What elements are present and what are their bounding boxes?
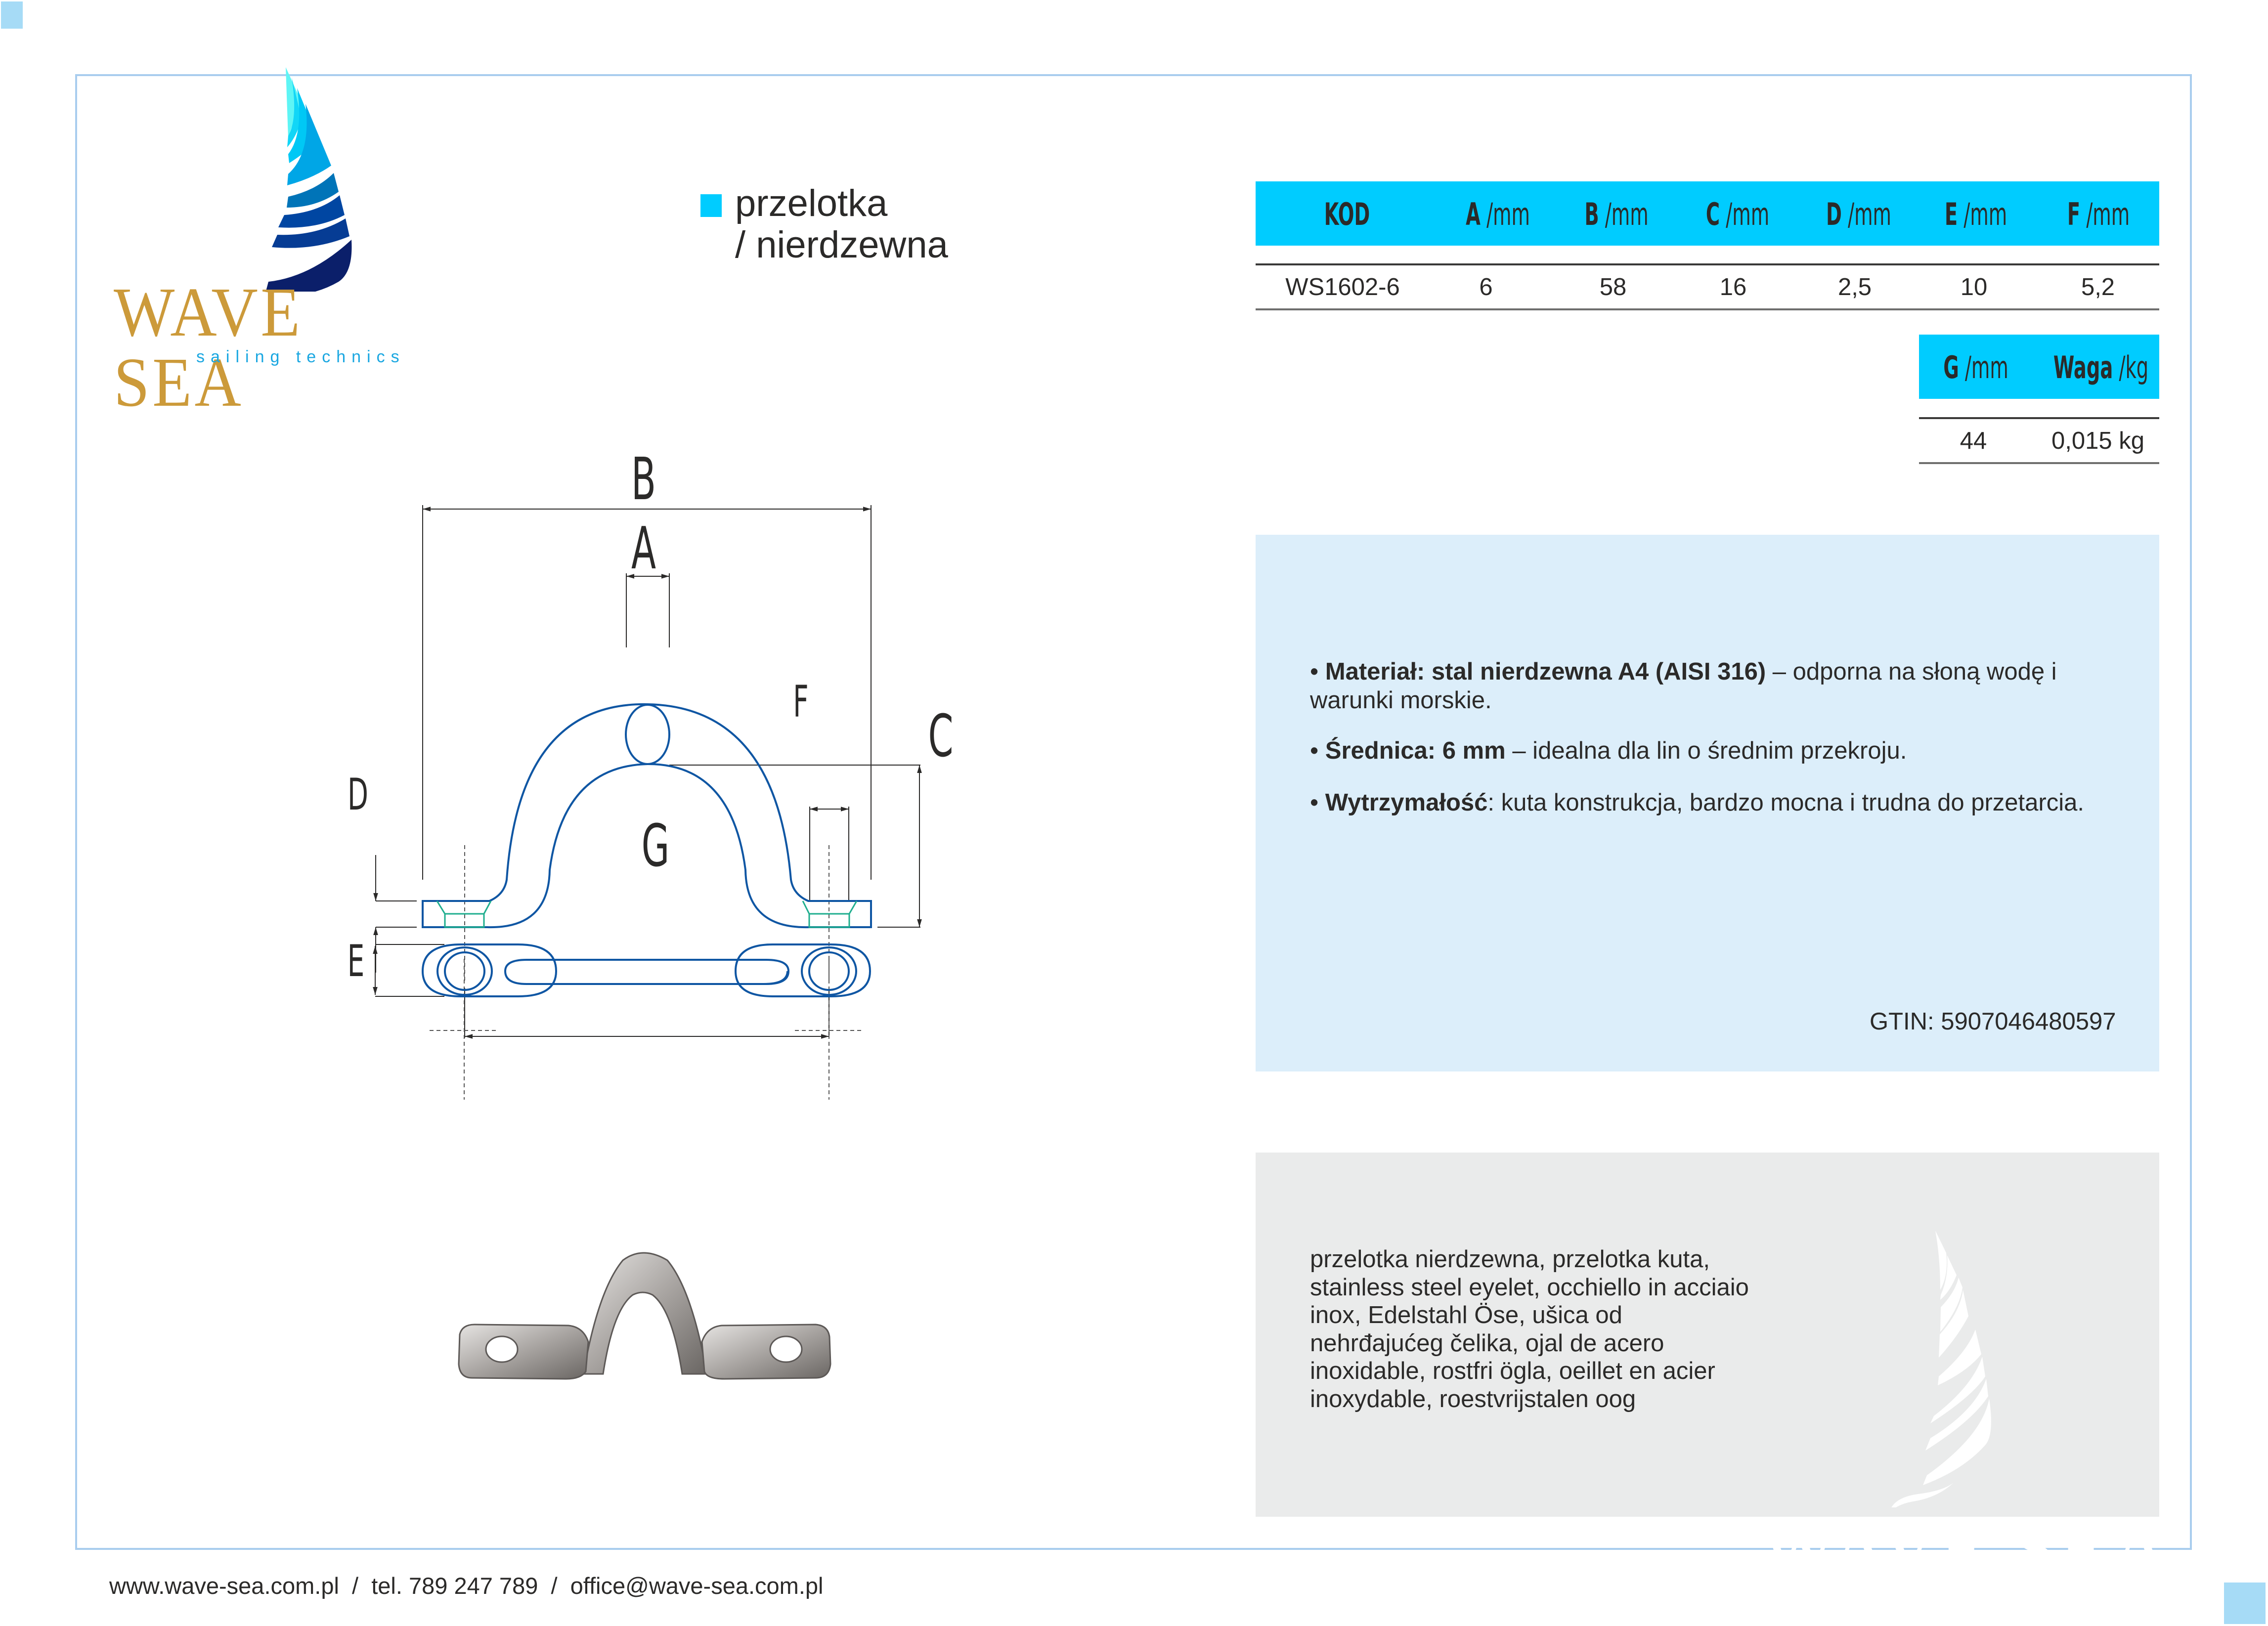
header-letter: F (2067, 196, 2081, 232)
dim-label-c: C (928, 702, 954, 770)
header-unit: /mm (1841, 196, 1891, 232)
spec-table-cell: 5,2 (2081, 274, 2115, 300)
dim-label-a: A (631, 514, 656, 583)
corner-square-top-left (1, 1, 23, 29)
watermark-sail-icon (1888, 1228, 2007, 1507)
spec-table-header-f (2006, 196, 2190, 232)
header-unit: /mm (1959, 349, 2008, 385)
watermark-text: WAVE SEA (1761, 1498, 2170, 1601)
spec-table2-bottom-rule (1919, 462, 2159, 464)
header-unit: /mm (1480, 196, 1530, 232)
dim-label-g: G (641, 812, 670, 880)
product-title (735, 183, 948, 266)
dim-label-f: F (793, 677, 809, 727)
feature-diameter: • Średnica: 6 mm – idealna dla lin o średnim przekroju. (1310, 737, 1907, 764)
brand-logo-text: WAVE SEA (114, 273, 303, 421)
feature-label: Średnica: 6 mm (1325, 737, 1506, 764)
product-photo (435, 1216, 850, 1394)
dim-label-d: D (347, 770, 369, 820)
spec-table-cell: 10 (1960, 274, 1988, 300)
feature-label: Wytrzymałość (1325, 789, 1488, 816)
header-unit: /kg (2113, 349, 2149, 385)
spec-table-cell: 16 (1719, 274, 1747, 300)
header-letter: Waga (2053, 349, 2113, 385)
product-title-line2: / nierdzewna (735, 224, 948, 266)
header-letter: E (1944, 196, 1958, 232)
spec-table-bottom-rule (1256, 308, 2159, 310)
title-bullet-square (700, 194, 722, 217)
spec-table2-cell: 44 (1960, 428, 1987, 454)
header-unit: /mm (1720, 196, 1770, 232)
header-letter: A (1466, 196, 1481, 232)
feature-text: – idealna dla lin o średnim przekroju. (1505, 737, 1907, 764)
feature-text: : kuta konstrukcja, bardzo mocna i trudna do przetarcia. (1487, 789, 2084, 816)
header-unit: /mm (1599, 196, 1649, 232)
spec-table-divider (1256, 263, 2159, 265)
spec-table-cell: WS1602-6 (1285, 274, 1400, 300)
feature-label: Materiał: stal nierdzewna A4 (AISI 316) (1325, 658, 1766, 685)
spec-table2-cell: 0,015 kg (2051, 428, 2144, 454)
spec-table-cell: 6 (1479, 274, 1493, 300)
header-letter: G (1943, 349, 1959, 385)
spec-table-cell: 2,5 (1837, 274, 1872, 300)
dim-label-b: B (631, 445, 656, 513)
spec-table-cell: 58 (1599, 274, 1627, 300)
corner-square-bottom-right (2224, 1583, 2266, 1624)
gtin-code: GTIN: 5907046480597 (1870, 1008, 2116, 1035)
spec-table2-header-waga (2009, 349, 2193, 385)
keywords-text: przelotka nierdzewna, przelotka kuta, stainless steel eyelet, occhiello in acciaio inox, Edelstahl Öse, ušica od nehrđajućeg čelika, ojal de acero inoxidable, rostfri ögla, oeillet en acier inoxydable, roestvrijstalen oog (1310, 1246, 1749, 1412)
dim-label-e: E (347, 936, 365, 987)
sail-logo-icon (121, 64, 353, 292)
header-unit: /mm (2080, 196, 2130, 232)
product-title-line1: przelotka (735, 182, 888, 224)
feature-strength: • Wytrzymałość: kuta konstrukcja, bardzo mocna i trudna do przetarcia. (1310, 789, 2084, 816)
header-letter: D (1826, 196, 1842, 232)
header-letter: B (1584, 196, 1599, 232)
header-letter: C (1705, 196, 1720, 232)
footer-contact: www.wave-sea.com.pl / tel. 789 247 789 / office@wave-sea.com.pl (109, 1573, 824, 1599)
spec-table2-divider (1919, 417, 2159, 419)
brand-tagline: sailing technics (196, 347, 405, 366)
feature-text: – odporna na słoną wodę i warunki morskie. (1310, 658, 2057, 714)
header-unit: /mm (1958, 196, 2007, 232)
header-letter: KOD (1324, 196, 1370, 232)
feature-material: • Materiał: stal nierdzewna A4 (AISI 316) – odporna na słoną wodę i warunki morskie. (1310, 658, 2057, 714)
